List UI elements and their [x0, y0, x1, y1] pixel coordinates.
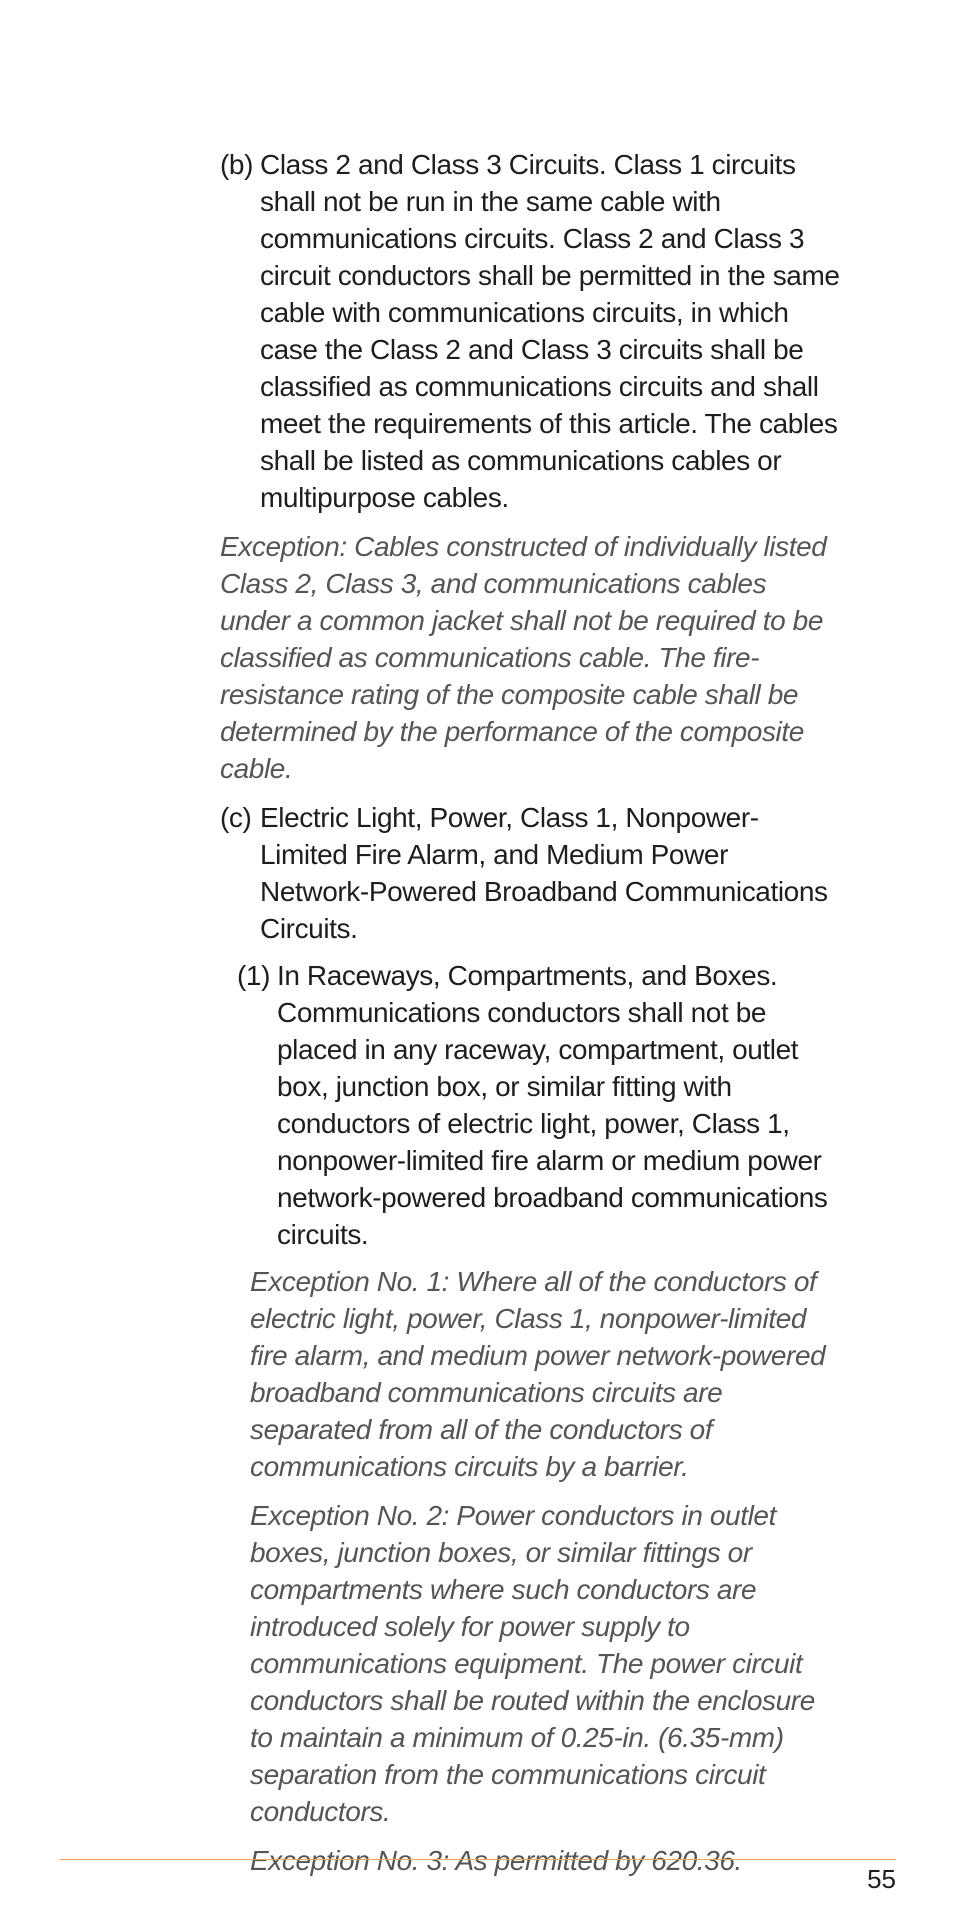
- footer-rule: [60, 1859, 896, 1860]
- section-b-exception: Exception: Cables constructed of individually listed Class 2, Class 3, and communications cables under a common jacket shall not be required to be classified as communications cable. The fire-resistance rating of the composite cable shall be determined by the performance of the composite cable.: [220, 531, 827, 784]
- section-c: [220, 799, 840, 947]
- section-c-item-1-text: In Raceways, Compartments, and Boxes. Communications conductors shall not be placed in any raceway, compartment, outlet box, junction box, or similar fitting with conductors of electric light, power, Class 1, nonpower-limited fire alarm or medium power network-powered broadband communications circuits.: [277, 960, 828, 1250]
- exception-1: Exception No. 1: Where all of the conductors of electric light, power, Class 1, nonpower-limited fire alarm, and medium power network-powered broadband communications circuits are separated from all of the conductors of communications circuits by a barrier.: [250, 1266, 826, 1482]
- section-c-label: (c): [220, 802, 252, 833]
- exception-3: Exception No. 3: As permitted by 620.36.: [250, 1845, 742, 1876]
- page-body: [220, 146, 840, 1891]
- exception-2: Exception No. 2: Power conductors in outlet boxes, junction boxes, or similar fittings or compartments where such conductors are introduced solely for power supply to communications equipment. The power circuit conductors shall be routed within the enclosure to maintain a minimum of 0.25-in. (6.35-mm) separation from the communications circuit conductors.: [250, 1500, 815, 1827]
- section-c-text: Electric Light, Power, Class 1, Nonpower-Limited Fire Alarm, and Medium Power Network-Powered Broadband Communications Circuits.: [260, 802, 828, 944]
- section-b-text: Class 2 and Class 3 Circuits. Class 1 circuits shall not be run in the same cable with communications circuits. Class 2 and Class 3 circuit conductors shall be permitted in the same cable with communications circuits, in which case the Class 2 and Class 3 circuits shall be classified as communications circuits and shall meet the requirements of this article. The cables shall be listed as communications cables or multipurpose cables.: [260, 149, 840, 513]
- page-number: 55: [867, 1864, 896, 1894]
- section-b: [220, 146, 840, 516]
- section-c-item-1: [237, 957, 840, 1253]
- section-c-item-1-label: (1): [237, 960, 271, 991]
- section-b-label: (b): [220, 149, 254, 180]
